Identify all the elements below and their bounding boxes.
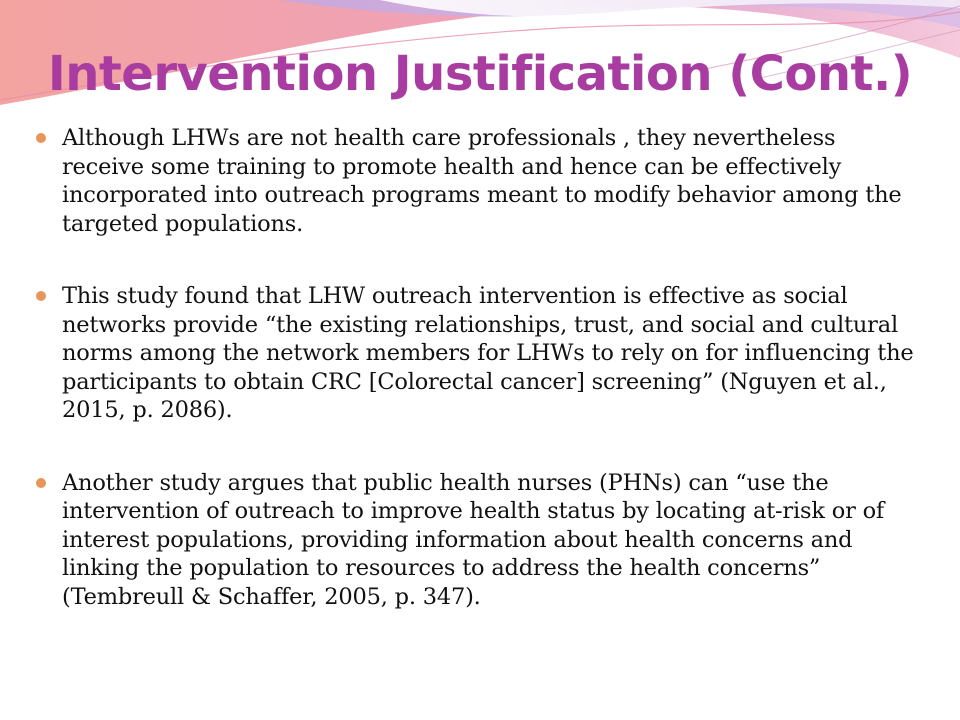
bullet-dot-icon xyxy=(36,133,46,143)
bullet-text: Although LHWs are not health care professionals , they nevertheless receive some training to promote health and hence can be effectively incorporated into outreach programs meant to modify behavior among the targeted populations. xyxy=(62,125,902,237)
slide-title: Intervention Justification (Cont.) xyxy=(47,46,913,102)
bullet-text: This study found that LHW outreach intervention is effective as social networks provide “the existing relationships, trust, and social and cultural norms among the network members for LHWs to rely on for influencing the participants to obtain CRC [Colorectal cancer] screening” (Nguyen et al., 2015, p. 2086). xyxy=(62,283,914,423)
bullet-item xyxy=(36,124,916,238)
bullet-dot-icon xyxy=(36,478,46,488)
bullet-dot-icon xyxy=(36,291,46,301)
bullet-item xyxy=(36,282,916,425)
bullet-text: Another study argues that public health nurses (PHNs) can “use the intervention of outreach to improve health status by locating at-risk or of interest populations, providing information about health concerns and linking the population to resources to address the health concerns” (Tembreull & Schaffer, 2005, p. 347). xyxy=(62,469,885,610)
bullet-list xyxy=(36,124,916,611)
bullet-item xyxy=(36,469,916,612)
